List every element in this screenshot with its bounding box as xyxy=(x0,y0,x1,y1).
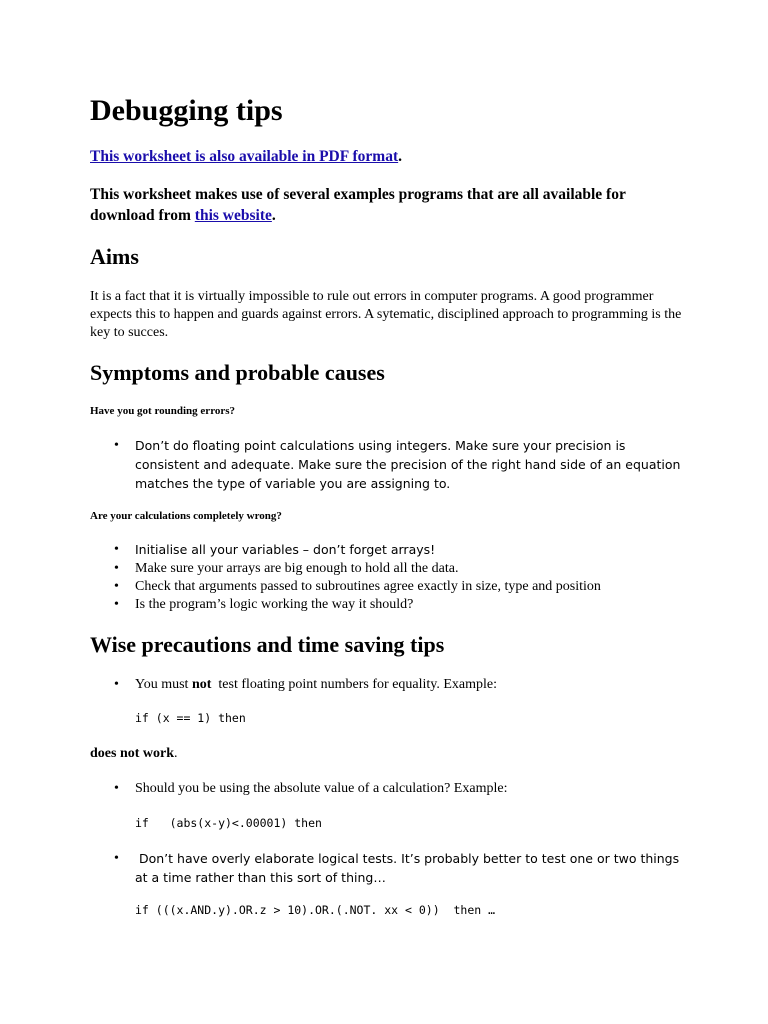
rounding-list xyxy=(90,437,690,494)
logical-list xyxy=(90,850,690,888)
list-item xyxy=(90,850,690,888)
pdf-notice xyxy=(90,146,690,167)
bullet-icon: • xyxy=(114,561,119,576)
absolute-list xyxy=(90,780,690,798)
page-title: Debugging tips xyxy=(90,94,283,127)
does-not-work-paragraph xyxy=(90,745,690,763)
precautions-heading: Wise precautions and time saving tips xyxy=(90,632,445,657)
list-item xyxy=(90,560,690,578)
list-item-text: Check that arguments passed to subroutines agree exactly in size, type and position xyxy=(135,579,601,594)
intro-paragraph xyxy=(90,184,690,226)
website-link[interactable]: this website xyxy=(194,207,272,224)
intro-text: This worksheet makes use of several examples programs that are all available for download from xyxy=(90,186,626,224)
list-item-text: Don’t have overly elaborate logical tests. It’s probably better to test one or two things at a time rather than this sort of thing… xyxy=(135,851,684,885)
symptoms-heading: Symptoms and probable causes xyxy=(90,360,385,385)
does-not-work-text: does not work xyxy=(90,746,175,761)
list-item xyxy=(90,596,690,614)
code-sample-absolute: if (abs(x-y)<.00001) then xyxy=(135,816,322,830)
bullet-icon: • xyxy=(114,542,119,557)
aims-heading: Aims xyxy=(90,244,139,269)
bullet-icon: • xyxy=(114,851,119,866)
code-sample-logical: if (((x.AND.y).OR.z > 10).OR.(.NOT. xx < 0)) then … xyxy=(135,903,496,917)
list-item-text: Initialise all your variables – don’t forget arrays! xyxy=(135,542,436,557)
equality-list xyxy=(90,676,690,694)
intro-suffix: . xyxy=(271,207,276,224)
does-not-work-suffix: . xyxy=(174,746,178,761)
emphasis-not: not xyxy=(191,677,212,692)
code-sample-equality: if (x == 1) then xyxy=(135,711,246,725)
list-item xyxy=(90,578,690,596)
bullet-icon: • xyxy=(114,438,119,453)
list-item xyxy=(90,541,690,560)
equality-suffix: test floating point numbers for equality. Example: xyxy=(211,677,498,692)
list-item-text: Is the program’s logic working the way it should? xyxy=(135,597,414,612)
equality-prefix: You must xyxy=(135,677,192,692)
pdf-format-link[interactable]: This worksheet is also available in PDF format xyxy=(90,148,399,165)
bullet-icon: • xyxy=(114,781,119,796)
list-item xyxy=(90,676,690,694)
calculations-question: Are your calculations completely wrong? xyxy=(90,510,282,522)
bullet-icon: • xyxy=(114,579,119,594)
calculations-list xyxy=(90,541,690,614)
rounding-question: Have you got rounding errors? xyxy=(90,405,236,417)
list-item-text: Should you be using the absolute value of a calculation? Example: xyxy=(135,781,508,796)
list-item xyxy=(90,437,690,494)
aims-paragraph: It is a fact that it is virtually impossible to rule out errors in computer programs. A good programmer expects this to happen and guards against errors. A sytematic, disciplined approach to programming is the key to succes. xyxy=(90,289,682,340)
list-item-text: Don’t do floating point calculations using integers. Make sure your precision is consistent and adequate. Make sure the precision of the right hand side of an equation matches the type of variable you are assigning to. xyxy=(135,438,681,491)
list-item xyxy=(90,780,690,798)
list-item-text: Make sure your arrays are big enough to hold all the data. xyxy=(135,561,459,576)
bullet-icon: • xyxy=(114,597,119,612)
bullet-icon: • xyxy=(114,677,119,692)
pdf-notice-suffix: . xyxy=(398,148,403,165)
